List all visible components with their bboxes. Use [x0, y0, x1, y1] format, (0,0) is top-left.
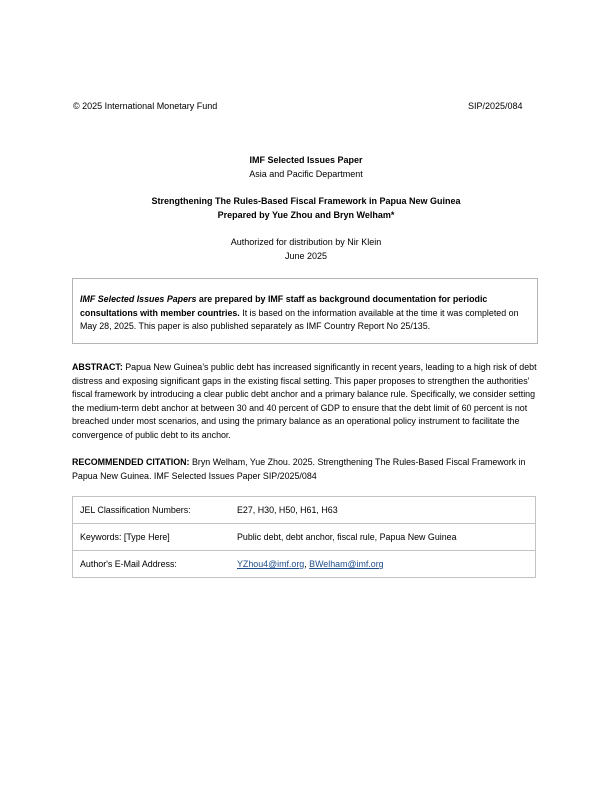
table-row — [73, 524, 536, 551]
email-value — [230, 551, 536, 578]
citation-text: Bryn Welham, Yue Zhou. 2025. Strengthening The Rules-Based Fiscal Framework in Papua New Guinea. IMF Selected Issues Paper SIP/2025/084 — [72, 457, 526, 481]
series-name: IMF Selected Issues Paper — [249, 155, 363, 165]
disclaimer-box — [72, 278, 538, 344]
prepared-by: Prepared by Yue Zhou and Bryn Welham* — [217, 210, 395, 220]
keywords-value: Public debt, debt anchor, fiscal rule, Papua New Guinea — [230, 524, 536, 551]
recommended-citation — [72, 456, 542, 483]
abstract-label: ABSTRACT: — [72, 362, 123, 372]
keywords-label: Keywords: [Type Here] — [73, 524, 231, 551]
metadata-table — [72, 496, 536, 578]
email-label: Author's E-Mail Address: — [73, 551, 231, 578]
table-row — [73, 497, 536, 524]
jel-value: E27, H30, H50, H61, H63 — [230, 497, 536, 524]
paper-id: SIP/2025/084 — [468, 101, 523, 111]
table-row — [73, 551, 536, 578]
title-block — [0, 153, 612, 181]
disclaimer-series: IMF Selected Issues Papers — [80, 294, 197, 304]
email-link-zhou[interactable]: YZhou4@imf.org — [237, 559, 305, 569]
title-authors-block — [0, 194, 612, 222]
authorization-block — [0, 235, 612, 263]
email-link-welham[interactable]: BWelham@imf.org — [309, 559, 384, 569]
disclaimer-text: It is based on the information available at the time it was completed on May 28, 2025. This paper is also published separately as IMF Country Report No 25/135. — [80, 307, 519, 331]
jel-label: JEL Classification Numbers: — [73, 497, 231, 524]
abstract — [72, 361, 542, 443]
email-separator: , — [304, 559, 310, 569]
abstract-text: Papua New Guinea’s public debt has increased significantly in recent years, leading to a high risk of debt distress and exposing significant gaps in the existing fiscal setting. This paper proposes to strengthen the authorities’ fiscal framework by introducing a clear public debt anchor and a primary balance rule. Specifically, we consider setting the medium-term debt anchor at between 30 and 40 percent of GDP to ensure that the debt limit of 60 percent is not breached under most scenarios, and using the primary balance as an operational policy instrument to facilitate the convergence of public debt to its anchor. — [72, 362, 537, 440]
publication-date: June 2025 — [284, 251, 328, 261]
disclaimer-bold-text: are prepared by IMF staff as background documentation for periodic consultations with member countries. — [80, 294, 488, 318]
citation-label: RECOMMENDED CITATION: — [72, 457, 190, 467]
department: Asia and Pacific Department — [249, 169, 363, 179]
paper-title: Strengthening The Rules-Based Fiscal Framework in Papua New Guinea — [151, 196, 461, 206]
authorized-by: Authorized for distribution by Nir Klein — [230, 237, 382, 247]
copyright-notice: © 2025 International Monetary Fund — [73, 101, 218, 111]
